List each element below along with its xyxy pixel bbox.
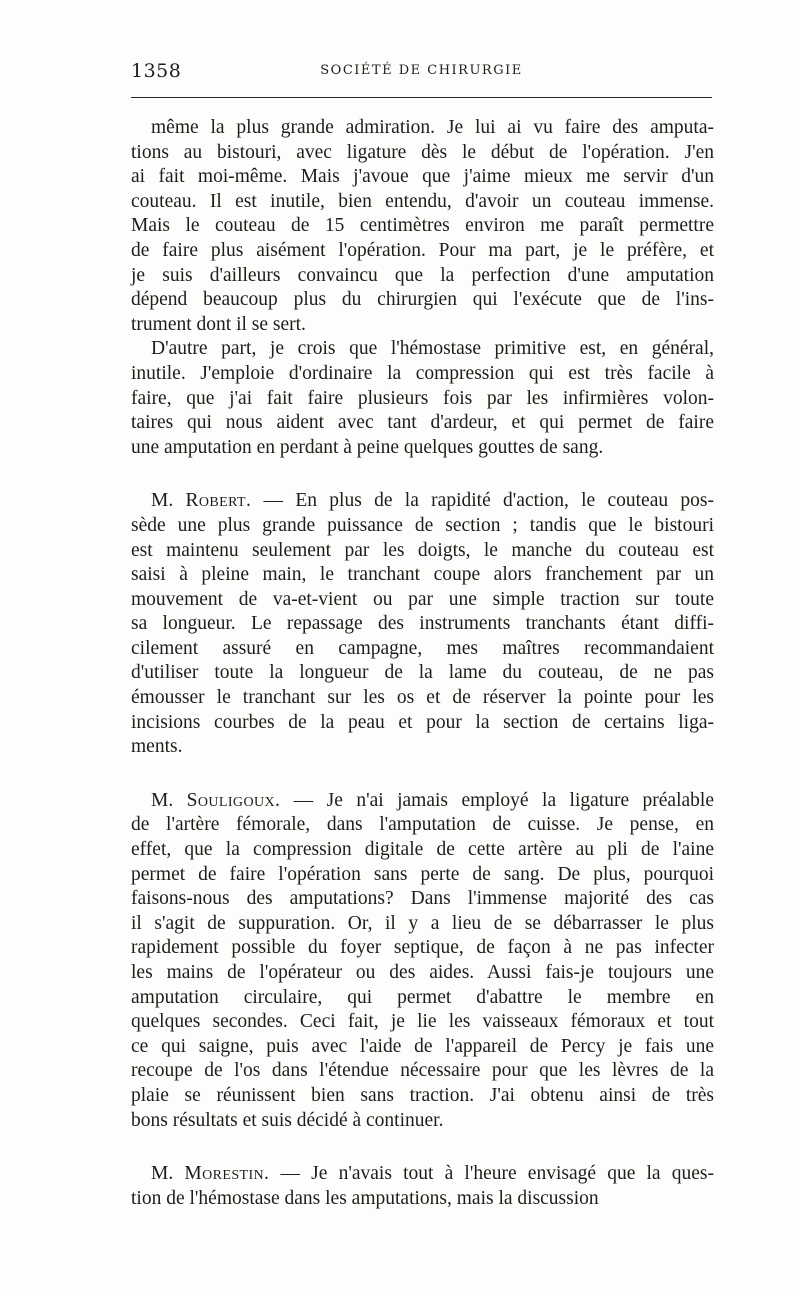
line-text: les mains de l'opérateur ou des aides. Aussi fais-je toujours une [131, 962, 714, 983]
line-text: émousser le tranchant sur les os et de réserver la pointe pour les [131, 687, 714, 709]
paragraph [131, 337, 714, 460]
line-text: ai fait moi-même. Mais j'avoue que j'aime mieux me servir d'un [131, 166, 714, 188]
line-text: saisi à pleine main, le tranchant coupe alors franchement par un [131, 564, 714, 586]
running-title: SOCIÉTÉ DE CHIRURGIE [320, 63, 523, 78]
text-line [131, 337, 714, 362]
line-text: — En plus de la rapidité d'action, le couteau pos- [251, 490, 714, 512]
text-line [131, 789, 714, 814]
text-line [131, 411, 714, 436]
text-line [131, 986, 714, 1011]
line-text: Mais le couteau de 15 centimètres environ me paraît permettre [131, 215, 714, 237]
line-text: d'utiliser toute la longueur de la lame du couteau, de ne pas [131, 662, 714, 684]
text-line [131, 912, 714, 937]
paragraph [131, 116, 714, 337]
speaker-prefix: M. [151, 789, 187, 811]
text-line [131, 436, 714, 461]
line-text: taires qui nous aident avec tant d'ardeur, et qui permet de faire [131, 412, 714, 434]
text-line [131, 1162, 714, 1187]
line-text: sède une plus grande puissance de section ; tandis que le bistouri [131, 514, 714, 536]
line-text: — Je n'ai jamais employé la ligature préalable [280, 789, 714, 811]
paragraph [131, 1162, 714, 1211]
text-line [131, 1187, 714, 1212]
line-text: ce qui saigne, puis avec l'aide de l'appareil de Percy je fais une [131, 1035, 714, 1057]
line-text: il s'agit de suppuration. Or, il y a lieu de se débarrasser le plus [131, 912, 714, 934]
text-line [131, 239, 714, 264]
text-line [131, 489, 714, 514]
line-text: de l'artère fémorale, dans l'amputation de cuisse. Je pense, en [131, 814, 714, 836]
line-text: dépend beaucoup plus du chirurgien qui l'exécute que de l'ins- [131, 289, 714, 311]
line-text: faire, que j'ai fait faire plusieurs fois par les infirmières volon- [131, 387, 714, 409]
text-line [131, 1084, 714, 1109]
text-line [131, 214, 714, 239]
speaker-prefix: M. [151, 1163, 185, 1185]
line-text: une amputation en perdant à peine quelques gouttes de sang. [131, 436, 604, 458]
page-number: 1358 [131, 60, 182, 82]
line-text: recoupe de l'os dans l'étendue nécessaire pour que les lèvres de la [131, 1060, 714, 1082]
line-text: inutile. J'emploie d'ordinaire la compression qui est très facile à [131, 362, 714, 384]
paragraph-gap [131, 460, 714, 489]
text-line [131, 1010, 714, 1035]
line-text: tions au bistouri, avec ligature dès le début de l'opération. J'en [131, 141, 714, 163]
text-line [131, 936, 714, 961]
line-text: bons résultats et suis décidé à continuer. [131, 1109, 444, 1131]
text-line [131, 686, 714, 711]
page-header [131, 60, 712, 86]
line-text: même la plus grande admiration. Je lui ai vu faire des amputa- [151, 117, 714, 138]
text-line [131, 264, 714, 289]
paragraph [131, 489, 714, 760]
speaker-name: Morestin. [184, 1163, 270, 1185]
line-text: rapidement possible du foyer septique, de façon à ne pas infecter [131, 937, 714, 959]
line-text: — Je n'avais tout à l'heure envisagé que la ques- [269, 1163, 714, 1185]
text-line [131, 612, 714, 637]
line-text: incisions courbes de la peau et pour la section de certains liga- [131, 711, 714, 733]
line-text: faisons-nous des amputations? Dans l'immense majorité des cas [131, 888, 714, 910]
line-text: quelques secondes. Ceci fait, je lie les vaisseaux fémoraux et tout [131, 1011, 714, 1033]
line-text: ments. [131, 736, 183, 758]
text-line [131, 514, 714, 539]
line-text: permet de faire l'opération sans perte de sang. De plus, pourquoi [131, 863, 714, 885]
text-line [131, 661, 714, 686]
body-text [131, 116, 714, 1211]
text-line [131, 539, 714, 564]
text-line [131, 1109, 714, 1134]
text-line [131, 813, 714, 838]
text-line [131, 165, 714, 190]
text-line [131, 563, 714, 588]
text-line [131, 637, 714, 662]
paragraph-gap [131, 1133, 714, 1162]
line-text: cilement assuré en campagne, mes maîtres recommandaient [131, 637, 714, 659]
line-text: D'autre part, je crois que l'hémostase primitive est, en général, [151, 338, 714, 360]
line-text: effet, que la compression digitale de cette artère au pli de l'aine [131, 839, 714, 861]
text-line [131, 838, 714, 863]
text-line [131, 588, 714, 613]
text-line [131, 735, 714, 760]
line-text: amputation circulaire, qui permet d'abattre le membre en [131, 986, 714, 1008]
header-rule [131, 97, 712, 98]
line-text: plaie se réunissent bien sans traction. J'ai obtenu ainsi de très [131, 1084, 714, 1106]
text-line [131, 961, 714, 986]
line-text: est maintenu seulement par les doigts, le manche du couteau est [131, 539, 714, 561]
paragraph [131, 789, 714, 1133]
line-text: tion de l'hémostase dans les amputations, mais la discussion [131, 1187, 599, 1209]
text-line [131, 141, 714, 166]
text-line [131, 711, 714, 736]
text-line [131, 887, 714, 912]
text-line [131, 387, 714, 412]
line-text: je suis d'ailleurs convaincu que la perfection d'une amputation [131, 264, 714, 286]
text-line [131, 313, 714, 338]
speaker-name: Robert. [185, 490, 252, 512]
line-text: sa longueur. Le repassage des instruments tranchants étant diffi- [131, 613, 714, 635]
text-line [131, 1059, 714, 1084]
line-text: trument dont il se sert. [131, 313, 306, 335]
text-line [131, 863, 714, 888]
text-line [131, 190, 714, 215]
speaker-name: Souligoux. [186, 789, 281, 811]
speaker-prefix: M. [151, 490, 186, 512]
line-text: couteau. Il est inutile, bien entendu, d'avoir un couteau immense. [131, 190, 714, 212]
text-line [131, 362, 714, 387]
text-line [131, 288, 714, 313]
paragraph-gap [131, 760, 714, 789]
text-line [131, 1035, 714, 1060]
line-text: mouvement de va-et-vient ou par une simple traction sur toute [131, 588, 714, 610]
line-text: de faire plus aisément l'opération. Pour ma part, je le préfère, et [131, 239, 714, 261]
text-line [131, 116, 714, 141]
